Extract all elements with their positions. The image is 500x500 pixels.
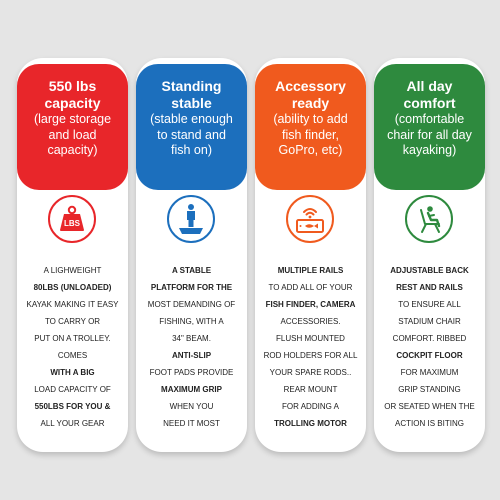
- desc-line: TO ENSURE ALL: [398, 300, 461, 309]
- fish-finder-icon: [286, 195, 334, 243]
- card-subtitle-line: kayaking): [402, 143, 457, 157]
- desc-line: MAXIMUM GRIP: [161, 385, 222, 394]
- desc-line: GRIP STANDING: [398, 385, 461, 394]
- card-description: [19, 262, 126, 432]
- card-subtitle-line: capacity): [47, 143, 98, 157]
- desc-line: PLATFORM FOR THE: [150, 283, 233, 292]
- feature-card-comfort: [374, 58, 485, 452]
- card-title-line: capacity: [44, 95, 101, 111]
- desc-line: 550LBS FOR YOU &: [34, 402, 111, 411]
- reclining-chair-icon: [405, 195, 453, 243]
- desc-line: KAYAK MAKING IT EASY: [26, 300, 119, 309]
- desc-line: WITH A BIG: [50, 368, 95, 377]
- desc-line: FISHING, WITH A: [159, 317, 224, 326]
- desc-line: WHEN YOU: [169, 402, 214, 411]
- desc-line: REAR MOUNT: [283, 385, 338, 394]
- desc-line: REST AND RAILS: [396, 283, 463, 292]
- card-title-line: ready: [291, 95, 330, 111]
- desc-line: TO ADD ALL OF YOUR: [268, 283, 353, 292]
- desc-line: ACTION IS BITING: [395, 419, 464, 428]
- card-title-line: 550 lbs: [48, 78, 97, 94]
- desc-line: ANTI-SLIP: [171, 351, 212, 360]
- desc-line: PUT ON A TROLLEY.: [34, 334, 111, 343]
- card-description: [376, 262, 483, 432]
- card-title-line: Standing: [161, 78, 222, 94]
- desc-line: COMFORT. RIBBED: [392, 334, 467, 343]
- desc-line: LOAD CAPACITY OF: [34, 385, 111, 394]
- desc-line: NEED IT MOST: [163, 419, 220, 428]
- card-header-stability: [136, 64, 247, 190]
- desc-line: COMES: [57, 351, 88, 360]
- desc-line: ROD HOLDERS FOR ALL: [263, 351, 358, 360]
- card-title-line: stable: [171, 95, 212, 111]
- card-subtitle-line: GoPro, etc): [278, 143, 343, 157]
- desc-line: FOOT PADS PROVIDE: [149, 368, 234, 377]
- card-subtitle-line: (ability to add: [273, 112, 348, 126]
- feature-card-stability: [136, 58, 247, 452]
- desc-line: ACCESSORIES.: [280, 317, 341, 326]
- desc-line: A LIGHWEIGHT: [43, 266, 102, 275]
- card-subtitle-line: to stand and: [157, 127, 226, 142]
- card-header-comfort: [374, 64, 485, 190]
- desc-line: ADJUSTABLE BACK: [390, 266, 469, 275]
- desc-line: YOUR SPARE RODS..: [269, 368, 352, 377]
- desc-line: ALL YOUR GEAR: [40, 419, 105, 428]
- card-subtitle-line: fish finder,: [282, 127, 339, 142]
- desc-line: OR SEATED WHEN THE: [384, 402, 475, 411]
- desc-line: TROLLING MOTOR: [274, 419, 347, 428]
- desc-line: COCKPIT FLOOR: [396, 351, 463, 360]
- desc-line: FLUSH MOUNTED: [276, 334, 345, 343]
- card-subtitle-line: (comfortable: [394, 112, 465, 126]
- weight-lbs-icon: [48, 195, 96, 243]
- standing-person-icon: [167, 195, 215, 243]
- card-subtitle-line: (stable enough: [150, 112, 233, 126]
- card-description: [138, 262, 245, 432]
- desc-line: FOR ADDING A: [282, 402, 339, 411]
- card-header-capacity: [17, 64, 128, 190]
- feature-card-accessory: [255, 58, 366, 452]
- card-header-accessory: [255, 64, 366, 190]
- desc-line: STADIUM CHAIR: [398, 317, 461, 326]
- card-subtitle-line: chair for all day: [387, 127, 472, 142]
- desc-line: 80LBS (UNLOADED): [33, 283, 112, 292]
- desc-line: 34" BEAM.: [172, 334, 211, 343]
- desc-line: MOST DEMANDING OF: [147, 300, 236, 309]
- card-subtitle-line: fish on): [171, 143, 212, 157]
- card-description: [257, 262, 364, 432]
- card-title-line: comfort: [403, 95, 456, 111]
- card-subtitle-line: (large storage: [33, 112, 112, 126]
- desc-line: FISH FINDER, CAMERA: [265, 300, 356, 309]
- desc-line: MULTIPLE RAILS: [277, 266, 344, 275]
- weight-icon-label: LBS: [64, 219, 80, 228]
- feature-card-capacity: [17, 58, 128, 452]
- card-title-line: Accessory: [275, 78, 346, 94]
- desc-line: FOR MAXIMUM: [400, 368, 459, 377]
- desc-line: TO CARRY OR: [44, 317, 101, 326]
- card-title-line: All day: [406, 78, 453, 94]
- card-subtitle-line: and load: [48, 127, 97, 142]
- desc-line: A STABLE: [171, 266, 212, 275]
